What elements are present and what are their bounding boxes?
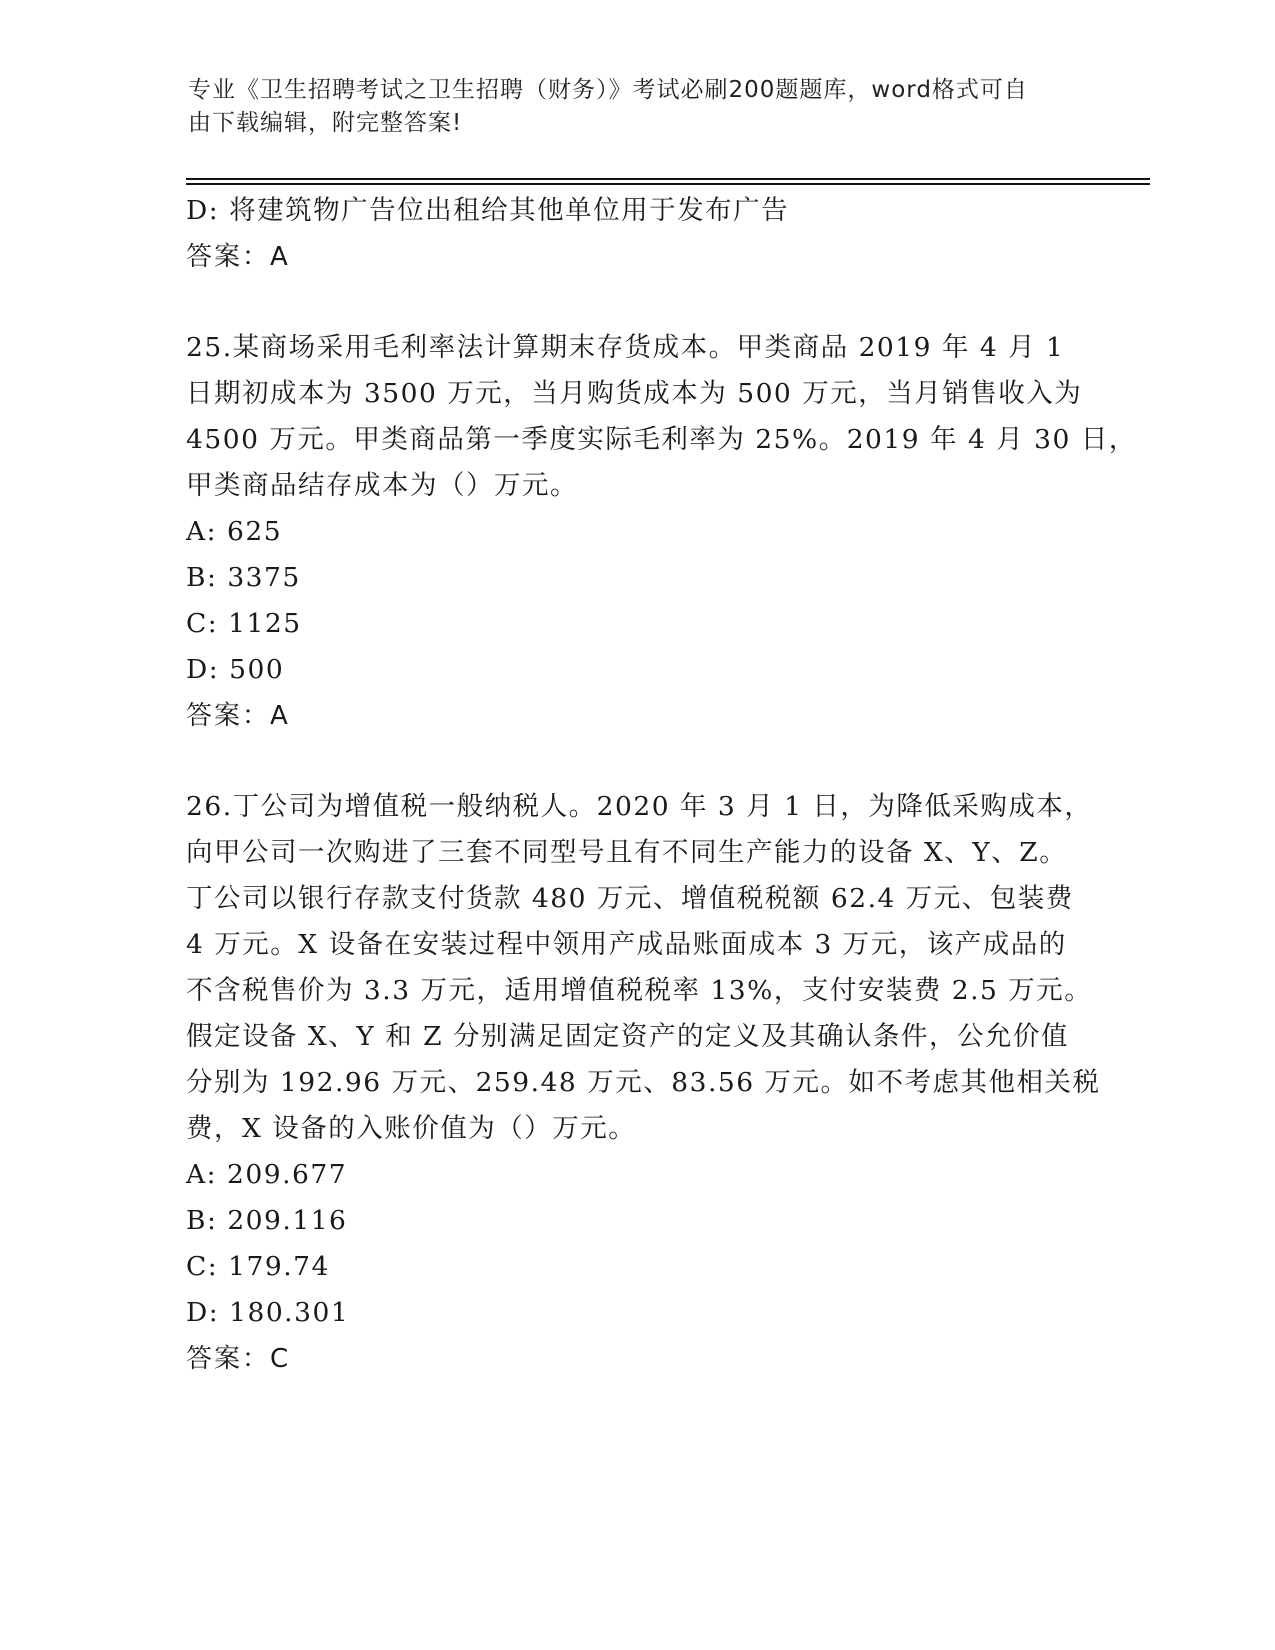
question-26-line-4: 4 万元。X 设备在安装过程中领用产成品账面成本 3 万元，该产成品的 [186, 929, 1067, 960]
question-26-line-6: 假定设备 X、Y 和 Z 分别满足固定资产的定义及其确认条件，公允价值 [186, 1021, 1069, 1052]
question-26-line-8: 费，X 设备的入账价值为（）万元。 [186, 1113, 637, 1144]
header-divider-bottom [186, 183, 1150, 185]
option-c: C: 1125 [186, 608, 302, 639]
option-c: C: 179.74 [186, 1251, 330, 1282]
option-b: B: 209.116 [186, 1205, 348, 1236]
question-26 [186, 784, 1101, 1382]
option-d: D: 500 [186, 654, 285, 685]
answer-label: 答案：A [186, 701, 290, 731]
option-d: D: 将建筑物广告位出租给其他单位用于发布广告 [186, 195, 790, 226]
document-header [188, 74, 1068, 140]
question-26-line-3: 丁公司以银行存款支付货款 480 万元、增值税税额 62.4 万元、包装费 [186, 883, 1074, 914]
answer-label: 答案：A [186, 242, 290, 272]
question-25-line-3: 4500 万元。甲类商品第一季度实际毛利率为 25%。2019 年 4 月 30 日， [186, 424, 1137, 455]
answer-label: 答案：C [186, 1344, 291, 1374]
header-line-2: 由下载编辑，附完整答案! [188, 110, 463, 136]
question-26-line-7: 分别为 192.96 万元、259.48 万元、83.56 万元。如不考虑其他相关税 [186, 1067, 1101, 1098]
option-a: A: 209.677 [186, 1159, 348, 1190]
header-divider-top [186, 178, 1150, 180]
previous-question-tail [186, 188, 1086, 280]
document-body [186, 188, 1137, 1382]
header-line-1: 专业《卫生招聘考试之卫生招聘（财务）》考试必刷200题题库，word格式可自 [188, 77, 1028, 103]
question-25-line-2: 日期初成本为 3500 万元，当月购货成本为 500 万元，当月销售收入为 [186, 378, 1083, 409]
question-25 [186, 325, 1137, 739]
spacer [186, 739, 1086, 784]
question-25-line-4: 甲类商品结存成本为（）万元。 [186, 470, 578, 501]
question-26-line-1: 26.丁公司为增值税一般纳税人。2020 年 3 月 1 日，为降低采购成本， [186, 791, 1093, 822]
option-a: A: 625 [186, 516, 283, 547]
question-25-line-1: 25.某商场采用毛利率法计算期末存货成本。甲类商品 2019 年 4 月 1 [186, 332, 1065, 363]
option-d: D: 180.301 [186, 1297, 350, 1328]
question-26-line-5: 不含税售价为 3.3 万元，适用增值税税率 13%，支付安装费 2.5 万元。 [186, 975, 1093, 1006]
option-b: B: 3375 [186, 562, 301, 593]
spacer [186, 280, 1086, 325]
question-26-line-2: 向甲公司一次购进了三套不同型号且有不同生产能力的设备 X、Y、Z。 [186, 837, 1068, 868]
